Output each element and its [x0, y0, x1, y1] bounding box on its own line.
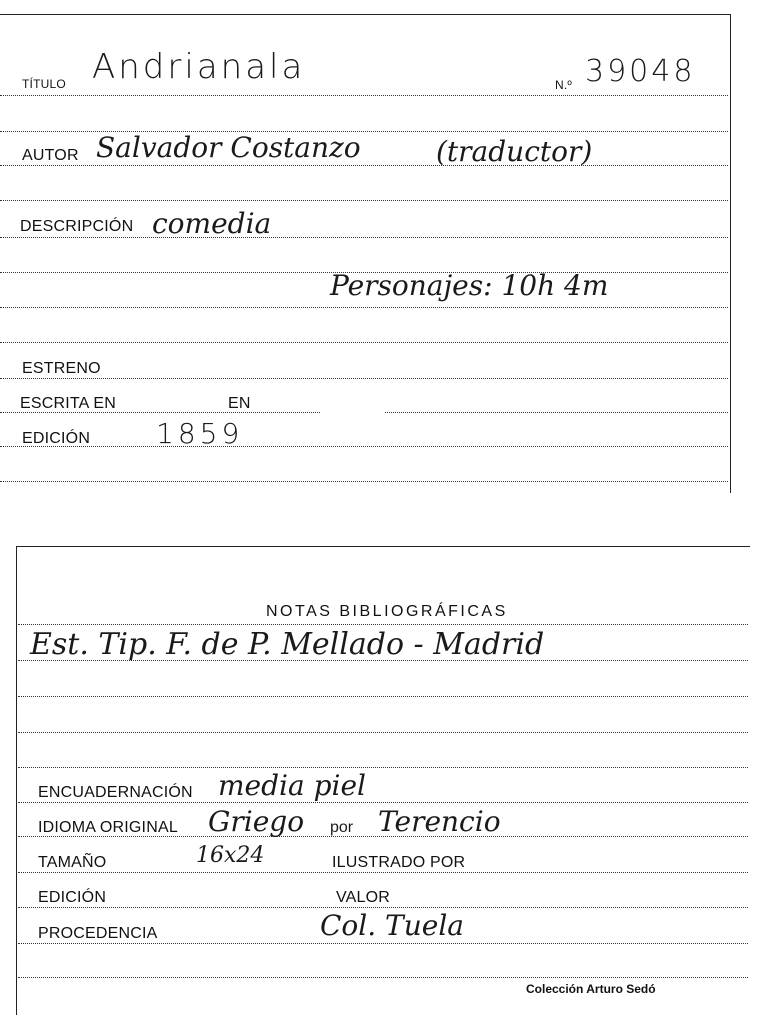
rule — [0, 412, 320, 413]
personajes-value: Personajes: 10h 4m — [330, 269, 609, 302]
por-label: por — [330, 819, 354, 836]
rule — [18, 802, 748, 803]
escrita-label: ESCRITA EN — [20, 395, 116, 412]
autor-label: AUTOR — [22, 147, 79, 164]
rule — [0, 378, 728, 379]
idioma-label: IDIOMA ORIGINAL — [38, 819, 178, 836]
ilustrado-label: ILUSTRADO POR — [332, 854, 466, 871]
edicion-value: 1859 — [156, 417, 244, 450]
autor-value: Salvador Costanzo — [96, 131, 361, 164]
rule — [0, 165, 728, 166]
tamano-label: TAMAÑO — [38, 854, 107, 871]
rule — [18, 732, 748, 733]
descripcion-value: comedia — [152, 207, 272, 240]
rule — [0, 307, 728, 308]
coleccion-footer: Colección Arturo Sedó — [526, 982, 656, 996]
tamano-value: 16x24 — [196, 843, 265, 868]
rule — [18, 907, 748, 908]
estreno-label: ESTRENO — [22, 360, 101, 377]
rule — [18, 872, 748, 873]
idioma-value: Griego — [208, 805, 305, 838]
rule — [18, 767, 748, 768]
titulo-value: Andrianala — [92, 47, 306, 87]
rule — [0, 237, 728, 238]
rule — [385, 412, 728, 413]
descripcion-label: DESCRIPCIÓN — [20, 218, 134, 235]
rule — [0, 200, 728, 201]
rule — [0, 446, 728, 447]
edicion2-label: EDICIÓN — [38, 889, 107, 906]
notas-value: Est. Tip. F. de P. Mellado - Madrid — [30, 627, 545, 662]
en-label: EN — [228, 395, 251, 412]
rule — [0, 481, 728, 482]
rule — [0, 342, 728, 343]
por-value: Terencio — [378, 805, 501, 838]
numero-value: 39048 — [585, 54, 696, 89]
autor-note: (traductor) — [436, 135, 593, 168]
encuadernacion-label: ENCUADERNACIÓN — [38, 784, 193, 801]
encuadernacion-value: media piel — [218, 769, 366, 802]
rule — [18, 696, 748, 697]
valor-label: VALOR — [336, 889, 391, 906]
titulo-label: TÍTULO — [22, 77, 66, 91]
rule — [18, 943, 748, 944]
rule — [0, 95, 728, 96]
numero-label: N.º — [555, 78, 572, 92]
edicion-label: EDICIÓN — [22, 430, 91, 447]
rule — [18, 977, 748, 978]
notas-heading: NOTAS BIBLIOGRÁFICAS — [266, 603, 508, 620]
rule — [18, 624, 748, 625]
procedencia-label: PROCEDENCIA — [38, 925, 158, 942]
procedencia-value: Col. Tuela — [320, 909, 464, 942]
